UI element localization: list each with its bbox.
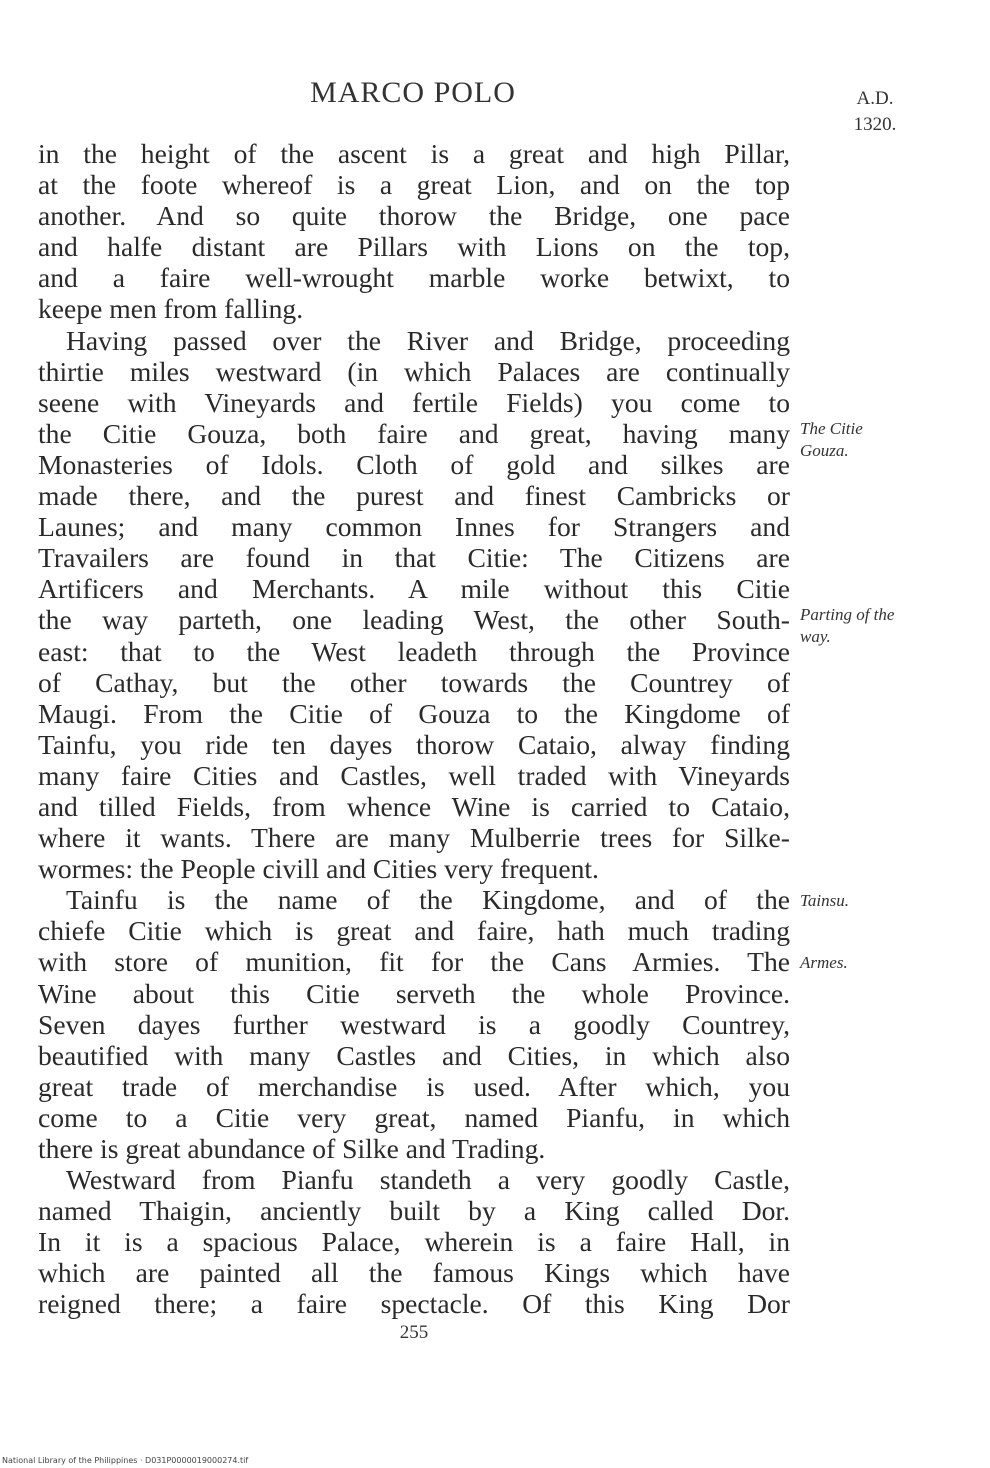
marginal-note-parting-way: [800, 604, 985, 648]
text-line: named Thaigin, anciently built by a King called Dor.: [38, 1195, 790, 1227]
marginal-note-line: way.: [800, 627, 831, 646]
text-line: the Citie Gouza, both faire and great, having many: [38, 417, 790, 449]
marginal-note-citie-gouza: [800, 418, 985, 462]
text-line: and a faire well-wrought marble worke betwixt, to: [38, 262, 790, 294]
text-line: Launes; and many common Innes for Strangers and: [38, 511, 790, 543]
marginal-note-armes: [800, 952, 985, 974]
text-line: Tainfu is the name of the Kingdome, and of the: [66, 884, 790, 916]
text-line: with store of munition, fit for the Cans Armies. The: [38, 946, 790, 978]
page-number: 255: [399, 1322, 429, 1343]
year-value: 1320.: [853, 114, 897, 135]
text-line: Westward from Pianfu standeth a very goodly Castle,: [66, 1164, 790, 1196]
text-line: east: that to the West leadeth through the Province: [38, 635, 790, 667]
text-line: keepe men from falling.: [38, 293, 304, 325]
text-line: In it is a spacious Palace, wherein is a faire Hall, in: [38, 1226, 790, 1258]
text-line: at the foote whereof is a great Lion, and on the top: [38, 169, 790, 201]
text-line: and halfe distant are Pillars with Lions on the top,: [38, 231, 790, 263]
text-line: Tainfu, you ride ten dayes thorow Cataio, alway finding: [38, 728, 790, 760]
text-line: Monasteries of Idols. Cloth of gold and silkes are: [38, 448, 790, 480]
text-line: Artificers and Merchants. A mile without this Citie: [38, 573, 790, 605]
text-line: thirtie miles westward (in which Palaces are continually: [38, 355, 790, 387]
marginal-note-line: Parting of the: [800, 605, 895, 624]
text-line: there is great abundance of Silke and Trading.: [38, 1133, 546, 1164]
text-line: of Cathay, but the other towards the Countrey of: [38, 666, 790, 698]
text-line: great trade of merchandise is used. After which, you: [38, 1070, 790, 1102]
text-line: Seven dayes further westward is a goodly Countrey,: [38, 1008, 790, 1040]
scan-credit: National Library of the Philippines · D031P0000019000274.tif: [2, 1456, 249, 1465]
text-line: come to a Citie very great, named Pianfu, in which: [38, 1101, 790, 1133]
marginal-note-tainsu: [800, 890, 985, 912]
text-line: Wine about this Citie serveth the whole Province.: [38, 977, 790, 1009]
text-line: in the height of the ascent is a great and high Pillar,: [38, 138, 790, 169]
marginal-note-line: Gouza.: [800, 441, 849, 460]
text-line: many faire Cities and Castles, well traded with Vineyards: [38, 759, 790, 791]
marginal-note-line: Armes.: [800, 953, 848, 972]
text-line: Maugi. From the Citie of Gouza to the Kingdome of: [38, 697, 790, 729]
text-line: made there, and the purest and finest Cambricks or: [38, 480, 790, 512]
text-line: beautified with many Castles and Cities, in which also: [38, 1039, 790, 1071]
text-line: the way parteth, one leading West, the other South-: [38, 604, 790, 636]
text-line: another. And so quite thorow the Bridge, one pace: [38, 200, 790, 232]
running-head-title: MARCO POLO: [310, 76, 516, 109]
marginal-note-line: Tainsu.: [800, 891, 849, 910]
text-line: chiefe Citie which is great and faire, hath much trading: [38, 915, 790, 947]
text-line: where it wants. There are many Mulberrie trees for Silke-: [38, 822, 790, 854]
text-line: Having passed over the River and Bridge, proceeding: [66, 324, 790, 356]
text-line: which are painted all the famous Kings which have: [38, 1257, 790, 1289]
marginal-note-line: The Citie: [800, 419, 863, 438]
year-marginal: [838, 86, 912, 138]
text-line: Travailers are found in that Citie: The Citizens are: [38, 542, 790, 574]
text-line: wormes: the People civill and Cities very frequent.: [38, 853, 599, 885]
text-line: and tilled Fields, from whence Wine is carried to Cataio,: [38, 790, 790, 822]
text-line: reigned there; a faire spectacle. Of this King Dor: [38, 1288, 790, 1320]
body-text: [38, 138, 790, 1320]
text-line: seene with Vineyards and fertile Fields) you come to: [38, 386, 790, 418]
year-era-label: A.D.: [856, 88, 894, 109]
